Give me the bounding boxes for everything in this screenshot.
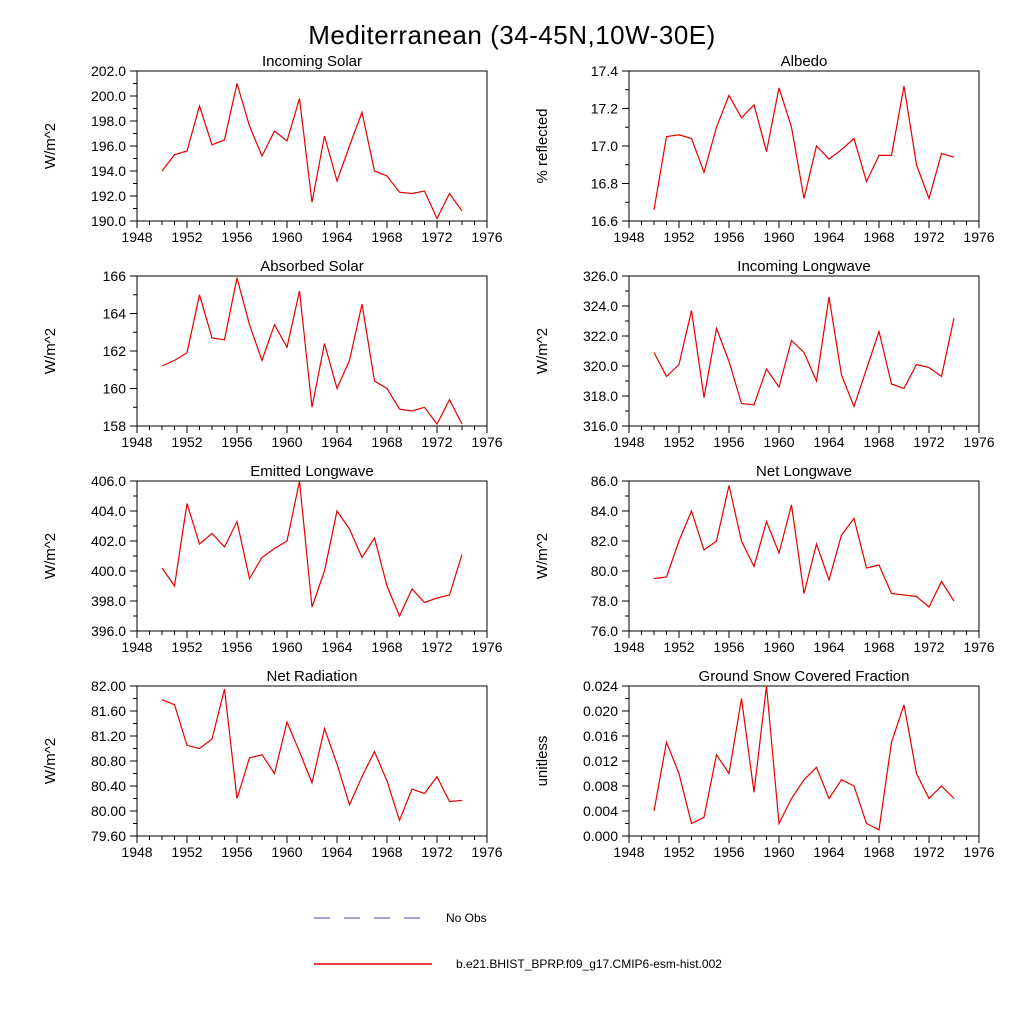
panel-title: Absorbed Solar [260, 258, 364, 275]
series-line [654, 297, 954, 407]
panel-title: Ground Snow Covered Fraction [698, 668, 910, 685]
chart-panel [25, 463, 507, 668]
x-tick-label: 1968 [371, 229, 403, 245]
x-tick-label: 1960 [763, 434, 795, 450]
x-tick-label: 1956 [221, 844, 253, 860]
x-tick-label: 1964 [813, 844, 845, 860]
x-tick-label: 1964 [321, 844, 353, 860]
x-tick-label: 1964 [813, 639, 845, 655]
y-tick-label: 320.0 [582, 358, 618, 374]
y-tick-label: 406.0 [90, 473, 126, 489]
x-tick-label: 1960 [763, 639, 795, 655]
chart-svg [25, 258, 507, 463]
y-tick-label: 81.20 [90, 728, 126, 744]
y-tick-label: 162 [102, 343, 126, 359]
x-tick-label: 1964 [813, 229, 845, 245]
x-tick-label: 1956 [221, 229, 253, 245]
y-tick-label: 324.0 [582, 298, 618, 314]
y-tick-label: 400.0 [90, 563, 126, 579]
y-tick-label: 80.40 [90, 778, 126, 794]
x-tick-label: 1976 [471, 229, 503, 245]
x-tick-label: 1952 [663, 229, 695, 245]
chart-panel [25, 668, 507, 873]
y-tick-label: 164 [102, 305, 126, 322]
axis-box [629, 686, 979, 836]
legend [312, 911, 1024, 971]
x-tick-label: 1976 [471, 639, 503, 655]
x-tick-label: 1952 [171, 434, 203, 450]
y-tick-label: 404.0 [90, 503, 126, 519]
x-tick-label: 1976 [963, 434, 995, 450]
y-tick-label: 86.0 [590, 473, 618, 489]
x-tick-label: 1972 [913, 639, 945, 655]
x-tick-label: 1964 [813, 434, 845, 450]
series-line [654, 86, 954, 210]
chart-panel [517, 463, 999, 668]
y-tick-label: 0.024 [582, 678, 618, 694]
y-axis-label: W/m^2 [42, 122, 59, 170]
legend-row-series [312, 957, 1024, 971]
y-tick-label: 16.8 [590, 175, 618, 192]
y-tick-label: 17.4 [590, 63, 618, 79]
series-line [162, 689, 462, 820]
y-tick-label: 82.00 [90, 678, 126, 694]
x-tick-label: 1948 [121, 639, 153, 655]
x-tick-label: 1952 [171, 639, 203, 655]
x-tick-label: 1948 [613, 229, 645, 245]
x-tick-label: 1956 [713, 434, 745, 450]
y-tick-label: 78.0 [590, 593, 618, 609]
y-tick-label: 158 [102, 418, 126, 434]
chart-panel [517, 668, 999, 873]
series-line [162, 481, 462, 616]
x-tick-label: 1960 [271, 639, 303, 655]
legend-no-obs-label: No Obs [446, 911, 487, 925]
x-tick-label: 1960 [271, 844, 303, 860]
x-tick-label: 1968 [371, 844, 403, 860]
chart-svg [517, 53, 999, 258]
legend-row-no-obs [312, 911, 1024, 925]
y-tick-label: 17.2 [590, 100, 618, 117]
y-tick-label: 16.6 [590, 213, 618, 229]
x-tick-label: 1960 [763, 844, 795, 860]
x-tick-label: 1968 [371, 639, 403, 655]
x-tick-label: 1968 [863, 229, 895, 245]
y-tick-label: 79.60 [90, 828, 126, 844]
series-line [654, 686, 954, 830]
x-tick-label: 1956 [713, 639, 745, 655]
x-tick-label: 1972 [421, 639, 453, 655]
y-tick-label: 84.0 [590, 503, 618, 519]
x-tick-label: 1972 [421, 434, 453, 450]
y-tick-label: 0.000 [582, 828, 618, 844]
x-tick-label: 1968 [371, 434, 403, 450]
x-tick-label: 1956 [713, 844, 745, 860]
x-tick-label: 1956 [221, 434, 253, 450]
y-axis-label: unitless [534, 735, 551, 787]
y-tick-label: 194.0 [90, 163, 126, 179]
x-tick-label: 1972 [421, 229, 453, 245]
x-tick-label: 1968 [863, 844, 895, 860]
chart-svg [517, 463, 999, 668]
y-tick-label: 398.0 [90, 593, 126, 609]
x-tick-label: 1972 [421, 844, 453, 860]
x-tick-label: 1972 [913, 844, 945, 860]
chart-svg [25, 53, 507, 258]
chart-svg [25, 463, 507, 668]
x-tick-label: 1964 [321, 434, 353, 450]
chart-panel [517, 258, 999, 463]
panel-title: Emitted Longwave [250, 463, 374, 480]
x-tick-label: 1952 [663, 844, 695, 860]
y-tick-label: 0.004 [582, 803, 618, 819]
legend-series-label: b.e21.BHIST_BPRP.f09_g17.CMIP6-esm-hist.002 [456, 957, 722, 971]
y-tick-label: 76.0 [590, 623, 618, 639]
x-tick-label: 1956 [221, 639, 253, 655]
y-tick-label: 202.0 [90, 63, 126, 79]
series-line [162, 278, 462, 424]
axis-box [137, 686, 487, 836]
y-axis-label: W/m^2 [534, 532, 551, 580]
x-tick-label: 1948 [613, 639, 645, 655]
x-tick-label: 1960 [763, 229, 795, 245]
panel-title: Incoming Solar [261, 53, 363, 70]
x-tick-label: 1948 [613, 434, 645, 450]
series-line [162, 84, 462, 219]
y-tick-label: 17.0 [590, 138, 618, 154]
x-tick-label: 1948 [613, 844, 645, 860]
y-axis-label: % reflected [534, 108, 551, 184]
x-tick-label: 1952 [663, 639, 695, 655]
x-tick-label: 1952 [171, 229, 203, 245]
x-tick-label: 1976 [471, 434, 503, 450]
x-tick-label: 1960 [271, 229, 303, 245]
y-tick-label: 82.0 [590, 533, 618, 549]
x-tick-label: 1976 [963, 229, 995, 245]
y-tick-label: 166 [102, 268, 126, 284]
x-tick-label: 1964 [321, 639, 353, 655]
chart-panel [517, 53, 999, 258]
panel-grid [0, 53, 1024, 873]
y-tick-label: 0.020 [582, 703, 618, 719]
axis-box [137, 481, 487, 631]
y-axis-label: W/m^2 [42, 327, 59, 375]
y-tick-label: 81.60 [90, 703, 126, 719]
x-tick-label: 1972 [913, 434, 945, 450]
y-tick-label: 200.0 [90, 88, 126, 104]
x-tick-label: 1948 [121, 844, 153, 860]
series-line-icon [312, 961, 434, 967]
y-tick-label: 80.00 [90, 803, 126, 819]
figure-title: Mediterranean (34-45N,10W-30E) [308, 20, 716, 50]
x-tick-label: 1948 [121, 434, 153, 450]
y-tick-label: 80.0 [590, 563, 618, 579]
axis-box [629, 481, 979, 631]
y-tick-label: 396.0 [90, 623, 126, 639]
y-tick-label: 0.016 [582, 728, 618, 744]
x-tick-label: 1972 [913, 229, 945, 245]
y-axis-label: W/m^2 [534, 327, 551, 375]
x-tick-label: 1948 [121, 229, 153, 245]
y-axis-label: W/m^2 [42, 532, 59, 580]
y-tick-label: 160 [102, 380, 126, 397]
x-tick-label: 1964 [321, 229, 353, 245]
y-tick-label: 316.0 [582, 418, 618, 434]
x-tick-label: 1976 [963, 844, 995, 860]
x-tick-label: 1968 [863, 639, 895, 655]
chart-panel [25, 258, 507, 463]
panel-title: Net Longwave [756, 463, 852, 480]
chart-svg [25, 668, 507, 873]
x-tick-label: 1952 [663, 434, 695, 450]
chart-panel [25, 53, 507, 258]
y-tick-label: 402.0 [90, 533, 126, 549]
x-tick-label: 1956 [713, 229, 745, 245]
y-axis-label: W/m^2 [42, 737, 59, 785]
y-tick-label: 196.0 [90, 138, 126, 154]
y-tick-label: 318.0 [582, 388, 618, 404]
y-tick-label: 80.80 [90, 753, 126, 769]
x-tick-label: 1960 [271, 434, 303, 450]
x-tick-label: 1952 [171, 844, 203, 860]
x-tick-label: 1968 [863, 434, 895, 450]
y-tick-label: 0.012 [582, 753, 618, 769]
y-tick-label: 198.0 [90, 113, 126, 129]
panel-title: Net Radiation [266, 668, 358, 685]
panel-title: Incoming Longwave [737, 258, 871, 275]
panel-title: Albedo [780, 53, 828, 70]
x-tick-label: 1976 [471, 844, 503, 860]
no-obs-line-icon [312, 915, 424, 921]
x-tick-label: 1976 [963, 639, 995, 655]
chart-svg [517, 258, 999, 463]
axis-box [629, 276, 979, 426]
y-tick-label: 192.0 [90, 188, 126, 204]
y-tick-label: 326.0 [582, 268, 618, 284]
chart-svg [517, 668, 999, 873]
y-tick-label: 322.0 [582, 328, 618, 344]
y-tick-label: 190.0 [90, 213, 126, 229]
series-line [654, 486, 954, 608]
y-tick-label: 0.008 [582, 778, 618, 794]
